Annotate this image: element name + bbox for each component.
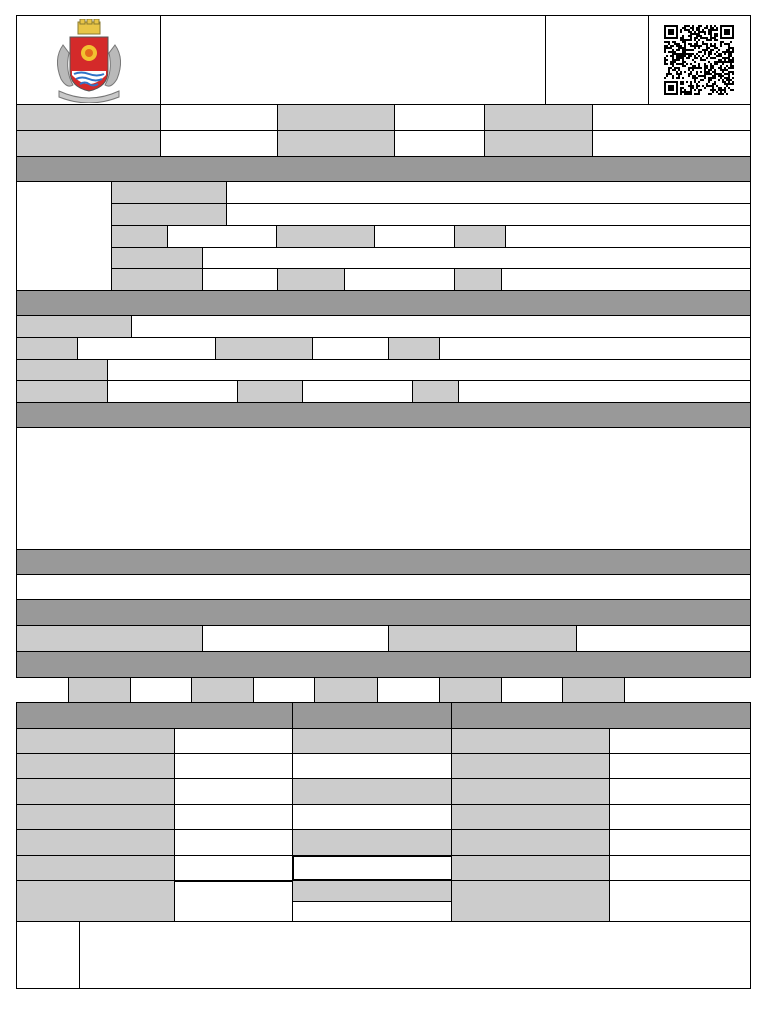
info-label-5 — [277, 130, 395, 157]
table-row5-e — [609, 829, 751, 856]
info-label-2 — [277, 104, 395, 131]
s2-label-d1 — [16, 380, 108, 403]
info-value-5 — [394, 130, 485, 157]
s1-label-b — [111, 203, 227, 226]
notes-label-cell — [16, 921, 80, 989]
s2-value-a — [131, 315, 751, 338]
table-row7-c-top — [292, 880, 452, 902]
table-row5-d — [451, 829, 610, 856]
table-row2-e — [609, 753, 751, 779]
section-bar-4 — [16, 549, 751, 575]
table-row2-a — [16, 753, 175, 779]
table-row6-c — [292, 855, 452, 881]
strip-label-1 — [68, 677, 131, 703]
header-info-cell — [545, 15, 649, 105]
s2-label-b2 — [215, 337, 313, 360]
table-row4-c — [292, 804, 452, 830]
table-header-1 — [16, 702, 293, 729]
strip-label-5 — [562, 677, 625, 703]
section-bar-3 — [16, 402, 751, 428]
section1-side-label — [16, 181, 112, 291]
s1-value-e3 — [501, 268, 751, 291]
s2-label-a — [16, 315, 132, 338]
s1-value-b — [226, 203, 751, 226]
table-row6-e — [609, 855, 751, 881]
table-row1-d — [451, 728, 610, 754]
header-logo-cell — [16, 15, 161, 105]
table-row4-d — [451, 804, 610, 830]
s1-label-a — [111, 181, 227, 204]
info-value-3 — [592, 104, 751, 131]
header-title-cell — [160, 15, 546, 105]
table-row5-b — [174, 829, 293, 856]
table-row2-d — [451, 753, 610, 779]
table-row3-e — [609, 778, 751, 805]
s2-label-c — [16, 359, 108, 381]
s1-value-c3 — [505, 225, 751, 248]
info-label-4 — [16, 130, 161, 157]
table-row6-b — [174, 855, 293, 881]
table-row4-b — [174, 804, 293, 830]
info-value-4 — [160, 130, 278, 157]
table-row1-e — [609, 728, 751, 754]
table-row1-c — [292, 728, 452, 754]
s1-label-e2 — [277, 268, 345, 291]
qr-code-icon — [664, 25, 734, 95]
table-row7-b — [174, 880, 293, 922]
s1-label-c1 — [111, 225, 168, 248]
info-label-3 — [484, 104, 593, 131]
info-value-6 — [592, 130, 751, 157]
info-label-1 — [16, 104, 161, 131]
s2-label-d2 — [237, 380, 303, 403]
table-row7-c-bottom — [292, 901, 452, 922]
s1-value-e2 — [344, 268, 455, 291]
s5-value-b — [576, 625, 751, 652]
s1-value-c1 — [167, 225, 277, 248]
s5-label-b — [388, 625, 577, 652]
coat-of-arms-logo — [49, 19, 129, 103]
info-value-2 — [394, 104, 485, 131]
table-row7-e — [609, 880, 751, 922]
strip-label-2 — [191, 677, 254, 703]
s2-value-d2 — [302, 380, 413, 403]
strip-label-4 — [439, 677, 502, 703]
table-row3-a — [16, 778, 175, 805]
table-row3-c — [292, 778, 452, 805]
header-qr-cell — [648, 15, 751, 105]
s1-value-e1 — [202, 268, 278, 291]
s2-value-d3 — [458, 380, 751, 403]
table-row3-b — [174, 778, 293, 805]
s1-value-d — [202, 247, 751, 269]
section-bar-1 — [16, 156, 751, 182]
description-area — [16, 427, 751, 550]
s2-value-c — [107, 359, 751, 381]
s2-value-b1 — [77, 337, 216, 360]
table-row7-d — [451, 880, 610, 922]
strip-label-3 — [314, 677, 378, 703]
section-bar-6 — [16, 651, 751, 678]
s1-label-e1 — [111, 268, 203, 291]
s1-label-c3 — [454, 225, 506, 248]
info-label-6 — [484, 130, 593, 157]
table-row7-a — [16, 880, 175, 922]
table-row6-a — [16, 855, 175, 881]
table-row4-a — [16, 804, 175, 830]
section-bar-5 — [16, 599, 751, 626]
s2-value-b2 — [312, 337, 389, 360]
s2-label-d3 — [412, 380, 459, 403]
table-row2-c — [292, 753, 452, 779]
s2-label-b1 — [16, 337, 78, 360]
table-row2-b — [174, 753, 293, 779]
table-row5-c — [292, 829, 452, 856]
s2-value-d1 — [107, 380, 238, 403]
section4-line — [16, 574, 751, 600]
s1-label-d — [111, 247, 203, 269]
s1-value-c2 — [374, 225, 455, 248]
s5-value-a — [202, 625, 389, 652]
strip-value-1 — [130, 677, 192, 703]
s1-label-c2 — [276, 225, 375, 248]
s2-value-b3 — [439, 337, 751, 360]
section-bar-2 — [16, 290, 751, 316]
s1-value-a — [226, 181, 751, 204]
s1-label-e3 — [454, 268, 502, 291]
notes-area — [79, 921, 751, 989]
info-value-1 — [160, 104, 278, 131]
table-header-3 — [451, 702, 751, 729]
strip-value-4 — [501, 677, 563, 703]
table-row5-a — [16, 829, 175, 856]
table-header-2 — [292, 702, 452, 729]
table-row4-e — [609, 804, 751, 830]
s5-label-a — [16, 625, 203, 652]
table-row6-d — [451, 855, 610, 881]
table-row3-d — [451, 778, 610, 805]
table-row1-a — [16, 728, 175, 754]
strip-value-2 — [253, 677, 315, 703]
s2-label-b3 — [388, 337, 440, 360]
table-row1-b — [174, 728, 293, 754]
strip-value-3 — [377, 677, 440, 703]
